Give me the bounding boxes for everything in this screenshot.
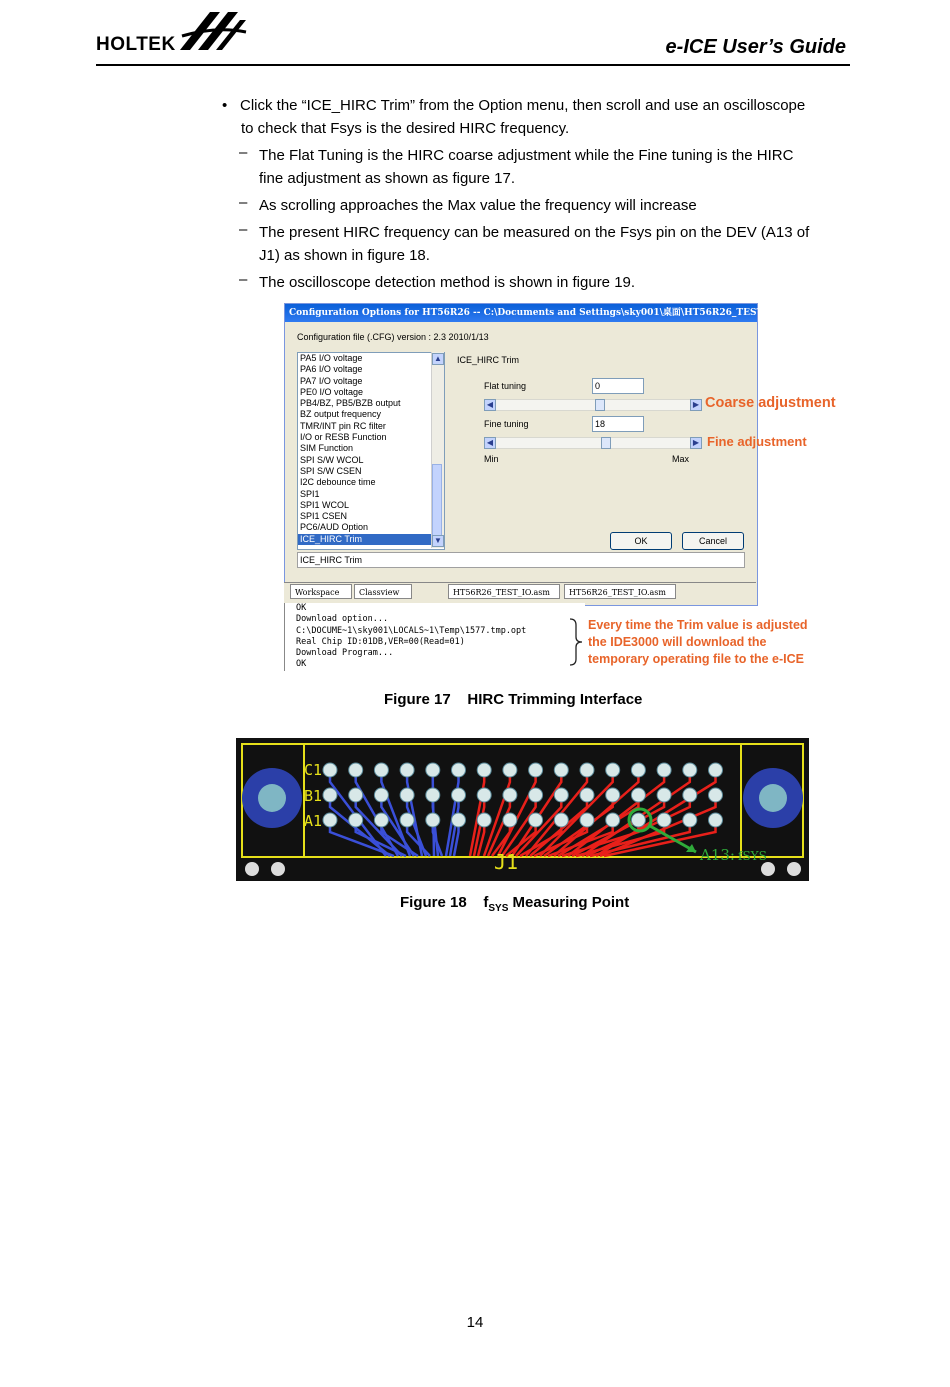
- pcb-pin: [631, 788, 645, 802]
- pcb-pin: [452, 813, 466, 827]
- fine-tuning-slider[interactable]: [484, 437, 702, 449]
- cfg-version-label: Configuration file (.CFG) version : 2.3 2010/1/13: [297, 332, 489, 342]
- pcb-pin: [709, 788, 723, 802]
- option-item[interactable]: PB4/BZ, PB5/BZB output: [300, 398, 401, 409]
- pcb-pin: [631, 813, 645, 827]
- output-window: [284, 603, 585, 671]
- trim-note-line3: temporary operating file to the e-ICE: [588, 652, 805, 666]
- scroll-up-icon[interactable]: ▲: [432, 353, 444, 365]
- tab-workspace[interactable]: Workspace: [290, 584, 352, 599]
- pcb-pin: [452, 763, 466, 777]
- dash-marker: –: [239, 221, 248, 238]
- document-title: e-ICE User’s Guide: [665, 36, 846, 58]
- status-box: ICE_HIRC Trim: [297, 552, 745, 568]
- option-item[interactable]: SPI1 CSEN: [300, 511, 348, 522]
- slider-left-icon[interactable]: ◀: [484, 399, 496, 411]
- pcb-pin: [323, 763, 337, 777]
- pcb-pin: [709, 763, 723, 777]
- row-b-label: B1: [304, 787, 323, 805]
- bullet-text-line1: Click the “ICE_HIRC Trim” from the Option menu, then scroll and use an oscilloscope: [240, 97, 806, 114]
- a13-sub-label: fSYS: [738, 849, 767, 863]
- ok-button[interactable]: OK: [610, 532, 672, 550]
- bullet-marker: •: [222, 97, 228, 114]
- trim-note-line2: the IDE3000 will download the: [588, 635, 767, 649]
- fine-annotation: Fine adjustment: [707, 434, 807, 449]
- option-item[interactable]: SPI S/W CSEN: [300, 465, 362, 476]
- a13-label: A13:: [700, 846, 735, 864]
- pcb-pin: [426, 763, 440, 777]
- bullet-text-line2: to check that Fsys is the desired HIRC frequency.: [241, 120, 570, 137]
- dash4-text: The oscilloscope detection method is shown in figure 19.: [259, 274, 636, 291]
- hirc-group-label: ICE_HIRC Trim: [457, 355, 520, 365]
- pcb-pin: [477, 763, 491, 777]
- figure17-caption: Figure 17 HIRC Trimming Interface: [384, 691, 643, 708]
- pcb-pin: [709, 813, 723, 827]
- pcb-pin: [683, 788, 697, 802]
- scroll-down-icon[interactable]: ▼: [432, 535, 444, 547]
- figure18-caption-prefix: Figure 18 f: [400, 894, 489, 911]
- tab-classview[interactable]: Classview: [354, 584, 412, 599]
- pcb-pin: [631, 763, 645, 777]
- pcb-pin: [606, 763, 620, 777]
- dash3-line2: J1) as shown in figure 18.: [259, 247, 430, 264]
- tab-file2[interactable]: HT56R26_TEST_IO.asm: [564, 584, 676, 599]
- pcb-pin: [426, 813, 440, 827]
- output-line: OK: [296, 659, 307, 670]
- pcb-image: [236, 738, 809, 881]
- flat-slider-thumb[interactable]: [595, 399, 605, 411]
- option-item[interactable]: SPI S/W WCOL: [300, 454, 364, 465]
- option-item[interactable]: I2C debounce time: [300, 477, 376, 488]
- pcb-pin: [323, 788, 337, 802]
- output-line: Download option...: [296, 614, 389, 625]
- output-line: Download Program...: [296, 648, 394, 659]
- pcb-pin: [374, 788, 388, 802]
- option-item[interactable]: PC6/AUD Option: [300, 522, 369, 533]
- pcb-pin: [683, 813, 697, 827]
- output-line: OK: [296, 603, 307, 613]
- pcb-pin: [349, 788, 363, 802]
- header-divider: [96, 64, 850, 66]
- pcb-pin: [554, 763, 568, 777]
- brace-icon: [566, 617, 586, 667]
- connector-label: J1: [494, 850, 519, 874]
- slider-right-icon[interactable]: ▶: [690, 437, 702, 449]
- row-c-label: C1: [304, 761, 323, 779]
- pcb-pin: [374, 763, 388, 777]
- pcb-pin: [529, 763, 543, 777]
- pcb-pin: [426, 788, 440, 802]
- pcb-pin: [349, 763, 363, 777]
- pcb-pin: [580, 813, 594, 827]
- flat-tuning-field[interactable]: 0: [592, 378, 644, 394]
- pcb-pin: [606, 788, 620, 802]
- dash-marker: –: [239, 144, 248, 161]
- holtek-logo-text: HOLTEK: [96, 34, 176, 55]
- min-label: Min: [484, 454, 499, 464]
- pcb-pin: [529, 813, 543, 827]
- pcb-pin: [503, 813, 517, 827]
- fine-tuning-label: Fine tuning: [484, 419, 529, 429]
- pcb-pin: [657, 763, 671, 777]
- trim-note-line1: Every time the Trim value is adjusted: [588, 618, 808, 632]
- figure18-caption: [400, 894, 629, 914]
- option-item[interactable]: PE0 I/O voltage: [300, 386, 364, 397]
- page-number: 14: [466, 1314, 484, 1331]
- figure18-caption-suffix: Measuring Point: [508, 894, 630, 911]
- pcb-pin: [554, 788, 568, 802]
- pcb-pin: [503, 763, 517, 777]
- holtek-logo-icon: [176, 6, 250, 58]
- pcb-pin: [554, 813, 568, 827]
- dash1-line1: The Flat Tuning is the HIRC coarse adjustment while the Fine tuning is the HIRC: [259, 147, 794, 164]
- option-item[interactable]: SPI1 WCOL: [300, 499, 350, 510]
- pcb-pin: [580, 763, 594, 777]
- option-item[interactable]: SIM Function: [300, 443, 354, 454]
- pcb-pin: [477, 813, 491, 827]
- output-line: Real Chip ID:01DB,VER=00(Read=01): [296, 636, 465, 647]
- dash-marker: –: [239, 271, 248, 288]
- output-line: C:\DOCUME~1\sky001\LOCALS~1\Temp\1577.tmp.opt: [296, 625, 527, 636]
- dash1-line2: fine adjustment as shown as figure 17.: [259, 170, 515, 187]
- option-item[interactable]: SPI1: [300, 488, 320, 499]
- pcb-pin: [683, 763, 697, 777]
- coarse-annotation: Coarse adjustment: [705, 395, 836, 411]
- pcb-pin: [606, 813, 620, 827]
- fine-slider-thumb[interactable]: [601, 437, 611, 449]
- option-item[interactable]: BZ output frequency: [300, 409, 382, 420]
- pcb-pin: [323, 813, 337, 827]
- scroll-thumb[interactable]: [432, 464, 442, 540]
- pcb-pin: [452, 788, 466, 802]
- dash3-line1: The present HIRC frequency can be measured on the Fsys pin on the DEV (A13 of: [259, 224, 810, 241]
- dash-marker: –: [239, 194, 248, 211]
- option-item[interactable]: ICE_HIRC Trim: [298, 534, 444, 545]
- flat-tuning-label: Flat tuning: [484, 381, 527, 391]
- dash2-text: As scrolling approaches the Max value the frequency will increase: [259, 197, 697, 214]
- pcb-pin: [400, 788, 414, 802]
- option-item[interactable]: PA5 I/O voltage: [300, 353, 363, 363]
- pcb-pin: [503, 788, 517, 802]
- max-label: Max: [672, 454, 690, 464]
- slider-right-icon[interactable]: ▶: [690, 399, 702, 411]
- figure18-caption-sub: SYS: [488, 903, 509, 914]
- dialog-title-bar[interactable]: Configuration Options for HT56R26 -- C:\Documents and Settings\sky001\桌面\HT56R26_TEST_IO\HT56R...: [285, 304, 757, 322]
- fine-tuning-field[interactable]: 18: [592, 416, 644, 432]
- option-item[interactable]: TMR/INT pin RC filter: [300, 420, 386, 431]
- option-item[interactable]: PA7 I/O voltage: [300, 375, 363, 386]
- flat-tuning-slider[interactable]: [484, 399, 702, 411]
- slider-left-icon[interactable]: ◀: [484, 437, 496, 449]
- pcb-pin: [349, 813, 363, 827]
- pcb-pin: [400, 763, 414, 777]
- pcb-pin: [374, 813, 388, 827]
- pcb-pin: [580, 788, 594, 802]
- pcb-pin: [657, 813, 671, 827]
- options-list[interactable]: [297, 352, 445, 550]
- option-item[interactable]: I/O or RESB Function: [300, 432, 387, 443]
- option-item[interactable]: PA6 I/O voltage: [300, 364, 363, 375]
- cancel-button[interactable]: Cancel: [682, 532, 744, 550]
- row-a-label: A1: [304, 812, 323, 830]
- pcb-pin: [400, 813, 414, 827]
- tab-file1[interactable]: HT56R26_TEST_IO.asm: [448, 584, 560, 599]
- trim-note: [588, 617, 848, 668]
- pcb-pin: [529, 788, 543, 802]
- pcb-pin: [657, 788, 671, 802]
- pcb-pin: [477, 788, 491, 802]
